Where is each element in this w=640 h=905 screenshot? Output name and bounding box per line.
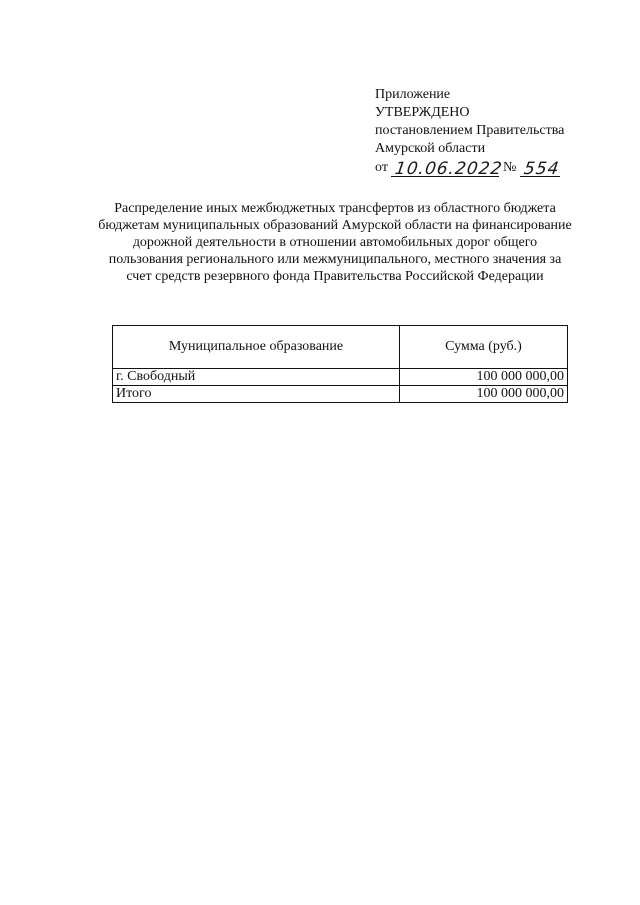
- approval-stamp: [375, 86, 564, 177]
- total-label: Итого: [113, 386, 400, 403]
- total-amount: 100 000 000,00: [400, 386, 568, 403]
- resolution-label: постановлением Правительства: [375, 123, 565, 138]
- appendix-label: Приложение: [375, 87, 451, 102]
- table-total-row: [113, 386, 568, 403]
- number-field: [520, 158, 560, 177]
- region-label: Амурской области: [375, 141, 486, 156]
- approved-label: УТВЕРЖДЕНО: [375, 105, 470, 120]
- date-field: [391, 158, 505, 179]
- document-title: Распределение иных межбюджетных трансфертов из областного бюджета бюджетам муниципальных образований Амурской области на финансирование дорожной деятельности в отношении автомобильных дорог общего пользования регионального или межмуниципального, местного значения за счет средств резервного фонда Правительства Российской Федерации: [98, 201, 572, 284]
- table-header-row: [113, 326, 568, 369]
- table-row: [113, 369, 568, 386]
- number-label: №: [502, 160, 517, 175]
- from-label: от: [375, 160, 388, 175]
- handwritten-date: 10.06.2022: [394, 159, 505, 179]
- header-municipality: Муниципальное образование: [113, 326, 400, 369]
- distribution-table: [112, 325, 568, 403]
- row-municipality: г. Свободный: [113, 369, 400, 386]
- header-amount: Сумма (руб.): [400, 326, 568, 369]
- handwritten-number: 554: [522, 159, 561, 179]
- row-amount: 100 000 000,00: [400, 369, 568, 386]
- date-number-line: [375, 158, 564, 177]
